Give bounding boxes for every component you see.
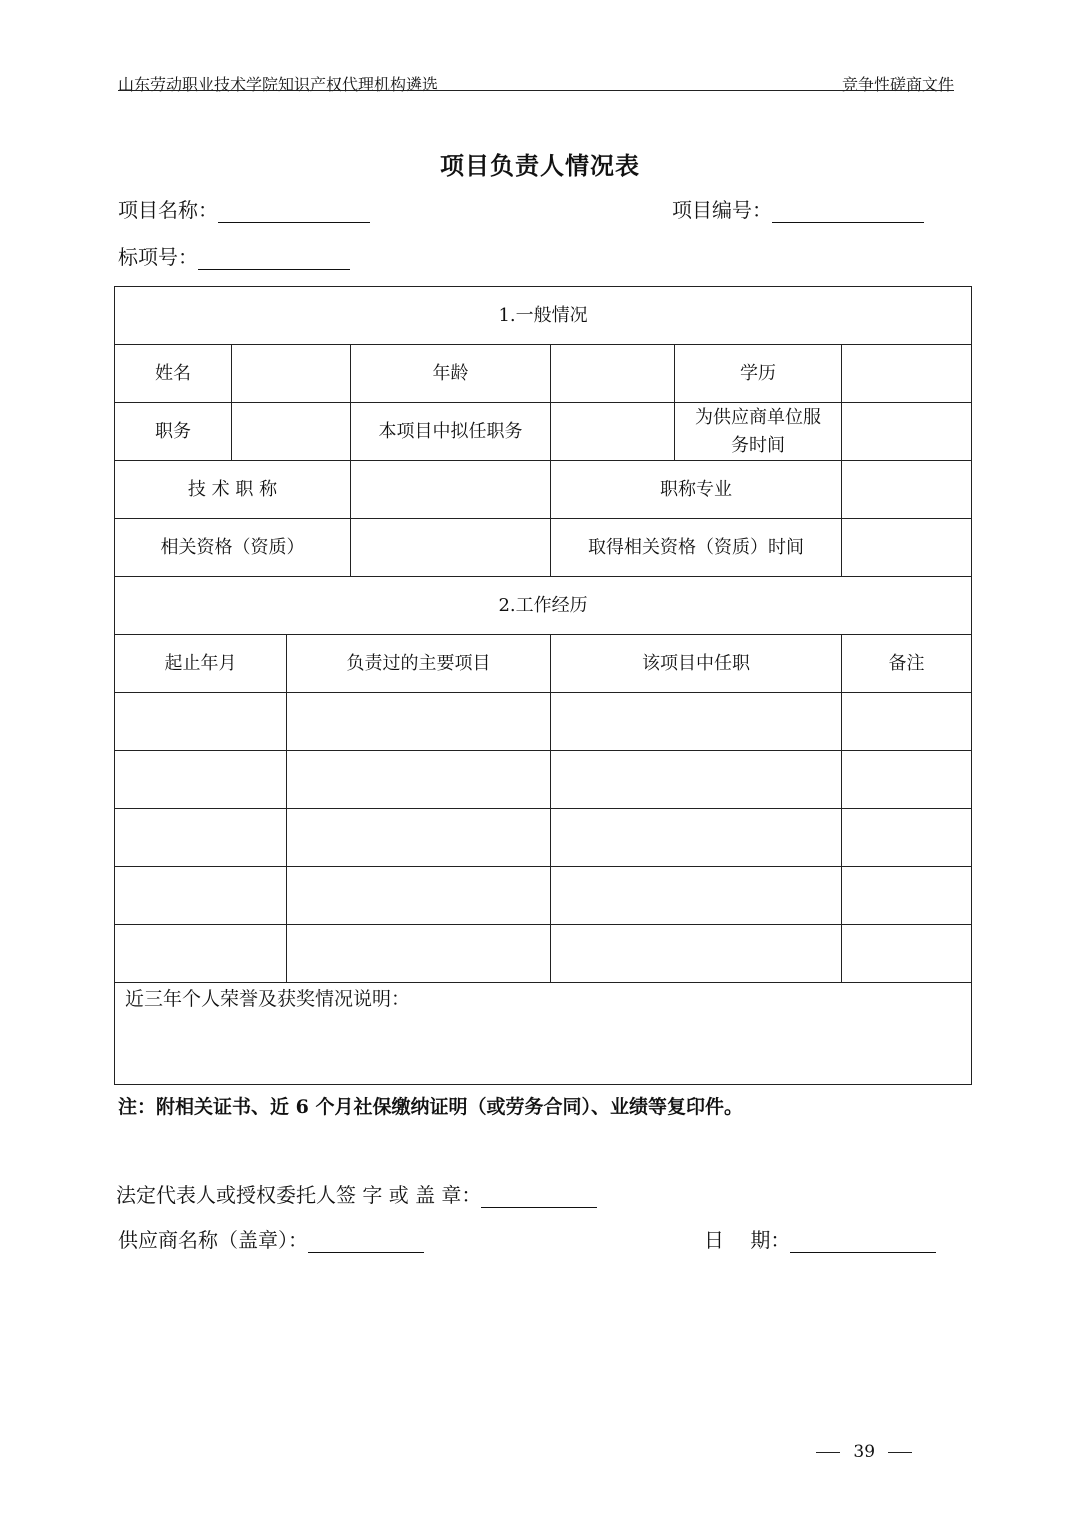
project-name-label: 项目名称： <box>118 198 218 222</box>
page-dash-left <box>816 1452 840 1453</box>
proposed-role-value[interactable] <box>551 403 675 461</box>
project-cell[interactable] <box>287 693 551 751</box>
col-remarks: 备注 <box>842 635 972 693</box>
header-right: 竞争性磋商文件 <box>841 75 954 94</box>
supplier-name-blank[interactable] <box>308 1230 424 1253</box>
representative-label: 法定代表人或授权委托人签 字 或 盖 章： <box>116 1183 482 1207</box>
role-cell[interactable] <box>551 693 842 751</box>
role-cell[interactable] <box>551 809 842 867</box>
date-label: 日 期： <box>704 1228 791 1252</box>
honors-cell[interactable] <box>115 983 972 1085</box>
date-field <box>704 1224 936 1253</box>
proposed-role-label: 本项目中拟任职务 <box>351 403 551 461</box>
name-label: 姓名 <box>115 345 232 403</box>
work-row <box>115 693 972 751</box>
page-title: 项目负责人情况表 <box>440 151 640 180</box>
header-left: 山东劳动职业技术学院知识产权代理机构遴选 <box>118 75 439 94</box>
role-cell[interactable] <box>551 867 842 925</box>
position-label: 职务 <box>115 403 232 461</box>
header-rule <box>118 90 954 91</box>
project-cell[interactable] <box>287 867 551 925</box>
col-role: 该项目中任职 <box>551 635 842 693</box>
period-cell[interactable] <box>115 809 287 867</box>
remarks-cell[interactable] <box>842 751 972 809</box>
page-number-value: 39 <box>853 1442 876 1462</box>
project-cell[interactable] <box>287 751 551 809</box>
work-row <box>115 925 972 983</box>
page-number <box>816 1442 912 1462</box>
role-cell[interactable] <box>551 925 842 983</box>
work-row <box>115 809 972 867</box>
lot-no-blank[interactable] <box>198 247 350 270</box>
project-cell[interactable] <box>287 925 551 983</box>
name-value[interactable] <box>232 345 351 403</box>
qualification-value[interactable] <box>351 519 551 577</box>
project-name-field <box>118 194 370 223</box>
col-main-projects: 负责过的主要项目 <box>287 635 551 693</box>
service-time-label: 为供应商单位服务时间 <box>675 403 842 461</box>
attachment-note: 注：附相关证书、近 6 个月社保缴纳证明（或劳务合同）、业绩等复印件。 <box>118 1096 743 1118</box>
honors-label: 近三年个人荣誉及获奖情况说明： <box>125 988 411 1010</box>
lot-no-label: 标项号： <box>118 245 198 269</box>
work-row <box>115 751 972 809</box>
education-label: 学历 <box>675 345 842 403</box>
project-no-blank[interactable] <box>772 200 924 223</box>
qualification-time-value[interactable] <box>842 519 972 577</box>
period-cell[interactable] <box>115 751 287 809</box>
title-major-value[interactable] <box>842 461 972 519</box>
project-no-field <box>672 194 924 223</box>
service-time-value[interactable] <box>842 403 972 461</box>
tech-title-label: 技 术 职 称 <box>115 461 351 519</box>
project-no-label: 项目编号： <box>672 198 772 222</box>
remarks-cell[interactable] <box>842 925 972 983</box>
project-name-blank[interactable] <box>218 200 370 223</box>
qualification-label: 相关资格（资质） <box>115 519 351 577</box>
date-blank[interactable] <box>790 1230 936 1253</box>
remarks-cell[interactable] <box>842 867 972 925</box>
period-cell[interactable] <box>115 925 287 983</box>
supplier-name-label: 供应商名称（盖章）： <box>118 1228 308 1252</box>
period-cell[interactable] <box>115 867 287 925</box>
remarks-cell[interactable] <box>842 809 972 867</box>
education-value[interactable] <box>842 345 972 403</box>
representative-blank[interactable] <box>481 1185 597 1208</box>
title-major-label: 职称专业 <box>551 461 842 519</box>
project-cell[interactable] <box>287 809 551 867</box>
tech-title-value[interactable] <box>351 461 551 519</box>
work-row <box>115 867 972 925</box>
project-leader-table <box>114 286 972 1085</box>
remarks-cell[interactable] <box>842 693 972 751</box>
page-dash-right <box>888 1452 912 1453</box>
period-cell[interactable] <box>115 693 287 751</box>
age-label: 年龄 <box>351 345 551 403</box>
age-value[interactable] <box>551 345 675 403</box>
role-cell[interactable] <box>551 751 842 809</box>
section-work-history: 2.工作经历 <box>115 577 972 635</box>
representative-signature <box>116 1179 597 1208</box>
supplier-name-field <box>118 1224 424 1253</box>
lot-no-field <box>118 241 350 270</box>
position-value[interactable] <box>232 403 351 461</box>
qualification-time-label: 取得相关资格（资质）时间 <box>551 519 842 577</box>
section-general: 1.一般情况 <box>115 287 972 345</box>
col-period: 起止年月 <box>115 635 287 693</box>
